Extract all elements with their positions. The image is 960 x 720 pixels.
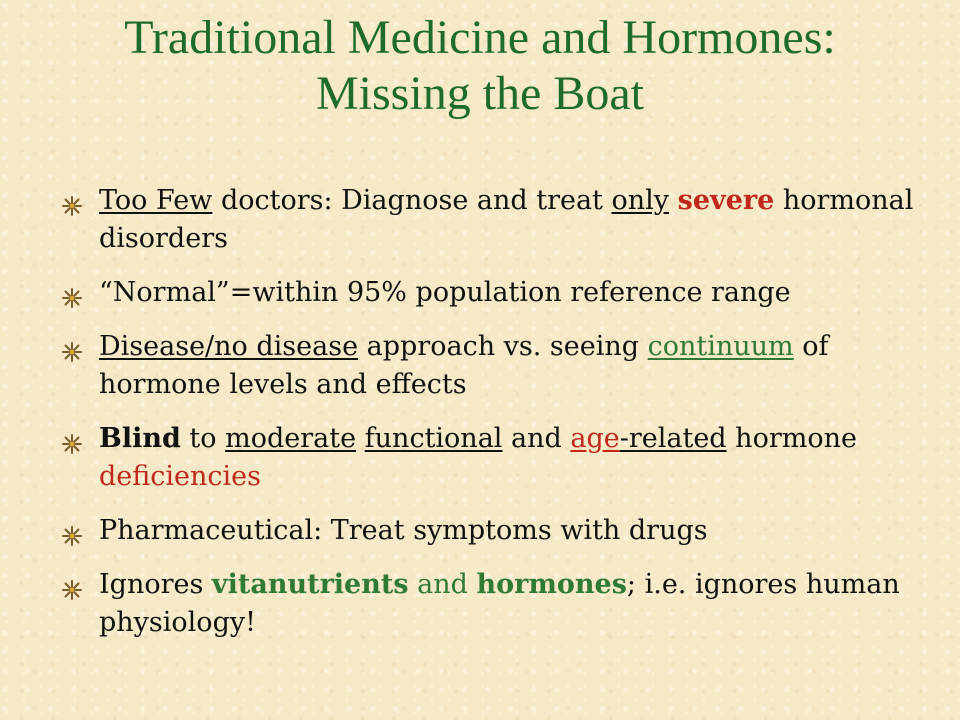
bullet-text: Pharmaceutical: Treat symptoms with drugs [99,515,708,546]
continuum-text: continuum [647,331,794,362]
only-text: only [611,185,670,216]
moderate-text: moderate [225,423,357,454]
star-burst-icon [62,342,82,362]
bullet-text: ; i.e. ignores human physiology! [99,569,900,638]
bullet-list [62,182,932,642]
bullet-text: hormone [726,423,857,454]
vitanutrients-text: vitanutrients [211,569,409,600]
title-line-2: Missing the Boat [315,67,644,120]
star-burst-icon [62,434,82,454]
spacer [62,496,932,512]
bullet-text [669,185,678,216]
spacer [62,550,932,566]
star-burst-icon [62,196,82,216]
bullet-text: hormonal disorders [99,185,914,254]
bullet-text: and [502,423,571,454]
title-line-1: Traditional Medicine and Hormones: [124,11,836,64]
bullet-text: “Normal”=within 95% population reference range [99,277,791,308]
bullet-item-blind [62,420,932,496]
age-text: age [570,423,620,454]
bullet-item-pharmaceutical [62,512,932,550]
bullet-item-too-few-doctors [62,182,932,258]
too-few-text: Too Few [99,185,213,216]
related-text: -related [619,423,727,454]
bullet-text: of hormone levels and effects [99,331,829,400]
severe-text: severe [677,185,775,216]
bullet-text: to [180,423,226,454]
spacer [62,312,932,328]
star-burst-icon [62,288,82,308]
bullet-item-disease-approach [62,328,932,404]
bullet-item-normal-range [62,274,932,312]
slide-title [0,10,960,122]
disease-no-disease-text: Disease/no disease [99,331,359,362]
and-text: and [408,569,477,600]
blind-text: Blind [99,423,181,454]
hormones-text: hormones [476,569,627,600]
bullet-text: doctors: Diagnose and treat [212,185,612,216]
bullet-text: approach vs. seeing [358,331,648,362]
star-burst-icon [62,580,82,600]
bullet-item-ignores [62,566,932,642]
functional-text: functional [364,423,503,454]
star-burst-icon [62,526,82,546]
bullet-text: Ignores [99,569,212,600]
deficiencies-text: deficiencies [99,461,261,492]
bullet-text [356,423,365,454]
spacer [62,258,932,274]
spacer [62,404,932,420]
